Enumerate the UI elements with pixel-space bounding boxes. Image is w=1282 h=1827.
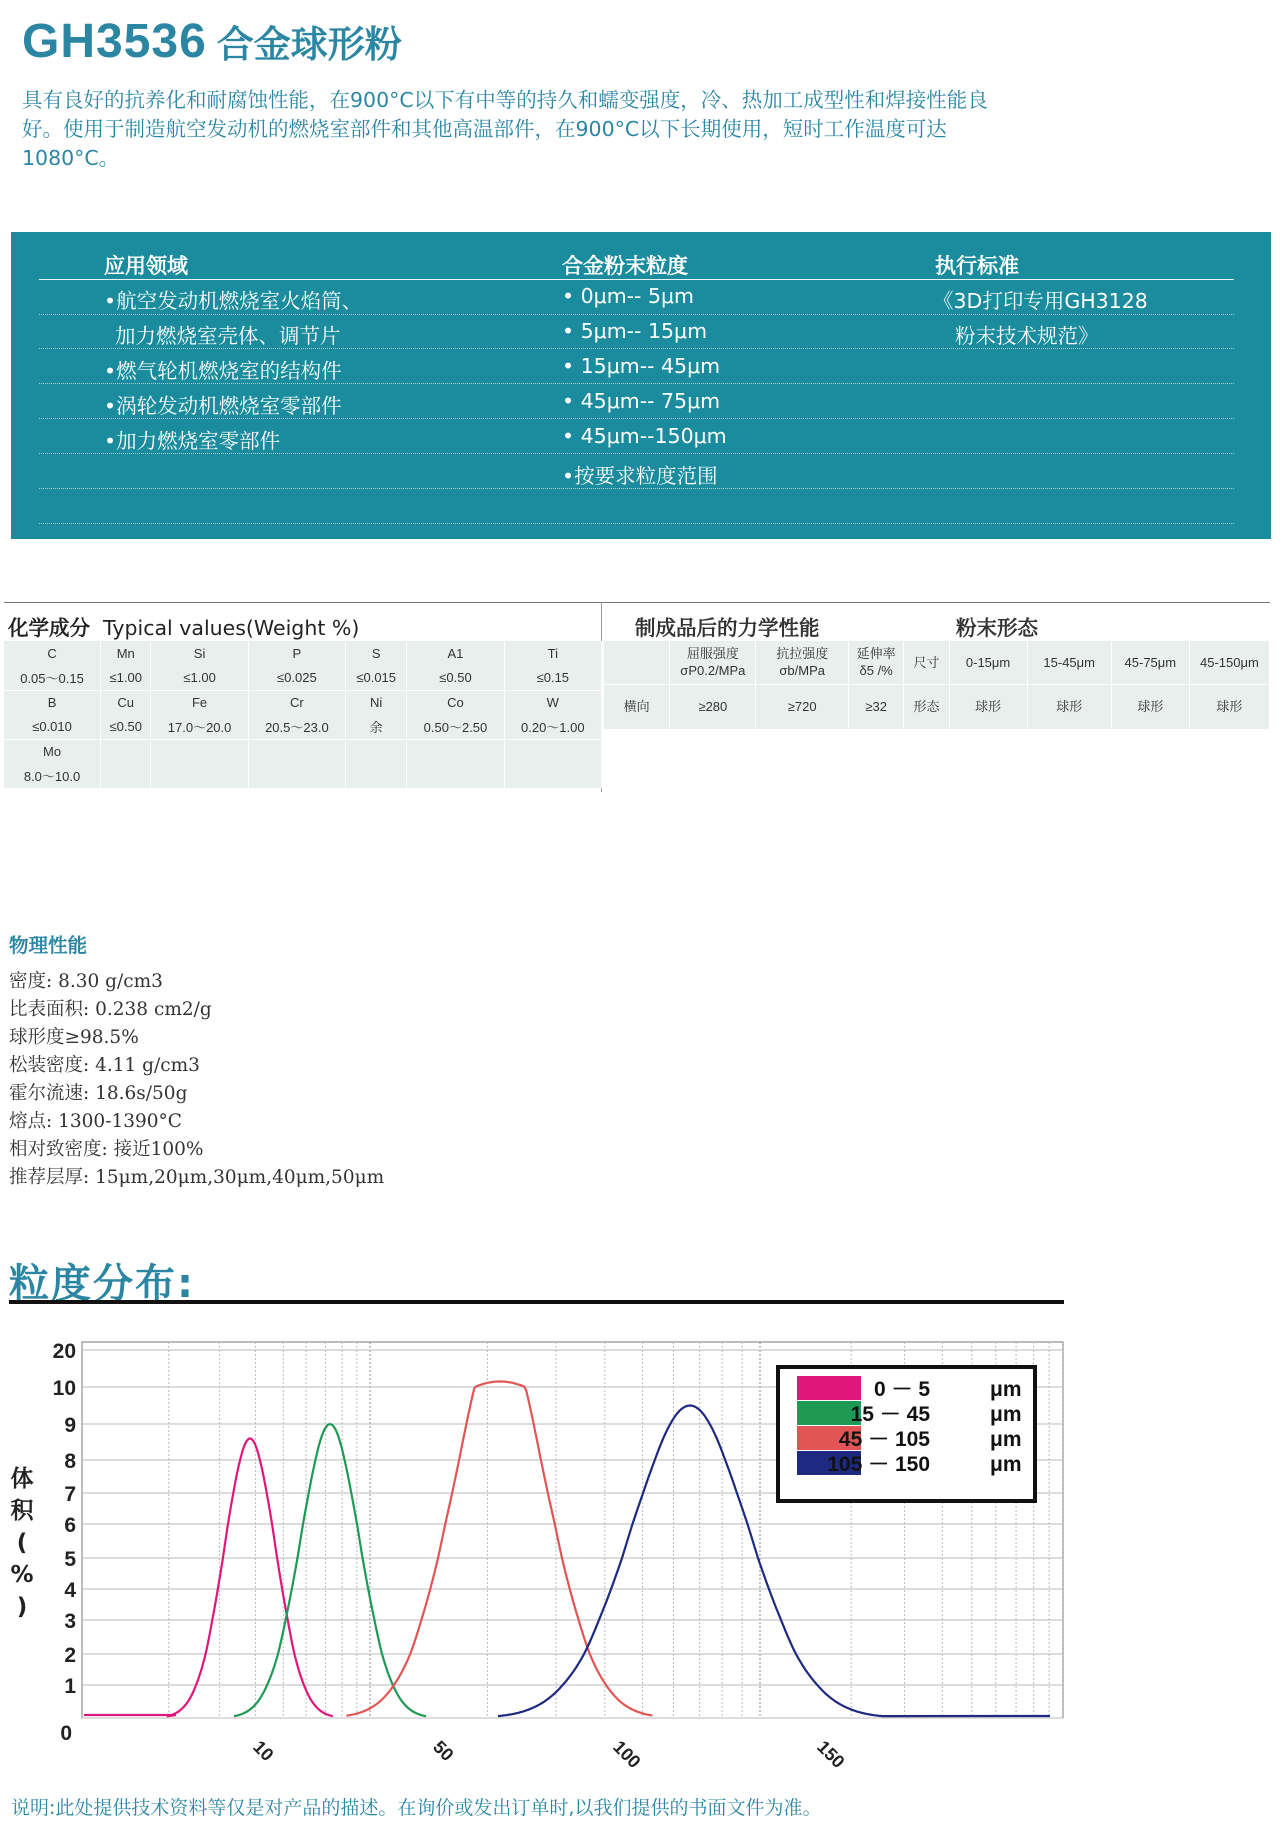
mechanical-table bbox=[604, 641, 1270, 729]
morphology-value: 球形 bbox=[949, 684, 1027, 729]
standard-item: 《3D打印专用GH3128 bbox=[933, 289, 1148, 313]
morphology-title: 粉末形态 bbox=[956, 616, 1038, 640]
physical-item: 熔点: 1300-1390°C bbox=[9, 1111, 182, 1132]
element-label: Cu bbox=[101, 690, 151, 715]
element-value: 8.0～10.0 bbox=[4, 764, 101, 789]
physical-item: 松装密度: 4.11 g/cm3 bbox=[9, 1055, 200, 1076]
element-label: Ni bbox=[346, 690, 407, 715]
morphology-value: 球形 bbox=[1027, 684, 1111, 729]
direction-label: 横向 bbox=[604, 684, 670, 729]
size-range: 45-75μm bbox=[1111, 641, 1189, 684]
y-tick-label: 10 bbox=[52, 1377, 76, 1400]
y-tick-label: 3 bbox=[64, 1610, 76, 1633]
product-code: GH3536 bbox=[22, 15, 207, 68]
application-header: 应用领域 bbox=[104, 254, 188, 278]
legend-label: 15 － 45 bbox=[850, 1403, 930, 1426]
spec-panel bbox=[11, 232, 1271, 539]
element-label: S bbox=[346, 641, 407, 666]
element-label: B bbox=[4, 690, 101, 715]
physical-item: 推荐层厚: 15μm,20μm,30μm,40μm,50μm bbox=[9, 1167, 385, 1188]
element-label: Ti bbox=[504, 641, 601, 666]
tensile-strength-value: ≥720 bbox=[756, 684, 848, 729]
element-label: Co bbox=[407, 690, 504, 715]
y-axis-title-char: 体 bbox=[10, 1466, 34, 1492]
size-header: 合金粉末粒度 bbox=[562, 254, 688, 278]
x-tick-label: 100 bbox=[609, 1736, 645, 1773]
legend-unit: μm bbox=[990, 1378, 1022, 1401]
application-item: •加力燃烧室零部件 bbox=[104, 429, 281, 453]
element-value: ≤0.15 bbox=[504, 666, 601, 691]
legend-swatch bbox=[797, 1376, 861, 1400]
header-divider bbox=[39, 279, 1234, 280]
element-value: ≤0.025 bbox=[248, 666, 345, 691]
mechanical-title: 制成品后的力学性能 bbox=[635, 616, 820, 640]
y-axis-title-char: 积 bbox=[10, 1498, 34, 1524]
element-value: 0.50～2.50 bbox=[407, 715, 504, 740]
physical-list bbox=[9, 968, 384, 1192]
y-tick-label: 7 bbox=[64, 1483, 76, 1506]
x-tick-label: 150 bbox=[813, 1736, 849, 1773]
size-range: 0-15μm bbox=[949, 641, 1027, 684]
application-item: •航空发动机燃烧室火焰筒、 bbox=[104, 289, 363, 313]
product-title bbox=[22, 14, 402, 69]
product-name: 合金球形粉 bbox=[216, 23, 402, 66]
legend-label: 45 － 105 bbox=[838, 1428, 930, 1451]
size-range: 15-45μm bbox=[1027, 641, 1111, 684]
y-tick-label: 9 bbox=[64, 1414, 76, 1437]
application-item: •燃气轮机燃烧室的结构件 bbox=[104, 359, 342, 383]
legend-label: 105 － 150 bbox=[827, 1453, 930, 1476]
element-value: ≤1.00 bbox=[151, 666, 248, 691]
psd-chart bbox=[0, 1318, 1282, 1778]
y-tick-label: 8 bbox=[64, 1450, 76, 1473]
element-label: Mn bbox=[101, 641, 151, 666]
size-item: • 45μm--150μm bbox=[562, 424, 727, 448]
standard-item: 粉末技术规范》 bbox=[955, 324, 1099, 348]
element-value: ≤0.010 bbox=[4, 715, 101, 740]
physical-item: 密度: 8.30 g/cm3 bbox=[9, 971, 163, 992]
physical-item: 相对致密度: 接近100% bbox=[9, 1139, 204, 1160]
morphology-value: 球形 bbox=[1189, 684, 1269, 729]
element-label: Fe bbox=[151, 690, 248, 715]
element-label: Mo bbox=[4, 739, 101, 764]
y-axis-title-char: % bbox=[10, 1562, 34, 1588]
x-tick-label: 10 bbox=[249, 1736, 278, 1765]
element-value: ≤0.015 bbox=[346, 666, 407, 691]
application-item: •涡轮发动机燃烧室零部件 bbox=[104, 394, 342, 418]
element-label: Si bbox=[151, 641, 248, 666]
legend-unit: μm bbox=[990, 1428, 1022, 1451]
y-tick-label: 4 bbox=[64, 1579, 76, 1602]
standard-header: 执行标准 bbox=[935, 254, 1019, 278]
element-value: ≤1.00 bbox=[101, 666, 151, 691]
size-item: • 5μm-- 15μm bbox=[562, 319, 708, 343]
composition-table bbox=[4, 641, 602, 788]
element-value: 0.05～0.15 bbox=[4, 666, 101, 691]
element-value: 17.0～20.0 bbox=[151, 715, 248, 740]
legend-unit: μm bbox=[990, 1453, 1022, 1476]
elongation-value: ≥32 bbox=[848, 684, 903, 729]
yield-strength-header: 屈服强度 σP0.2/MPa bbox=[670, 641, 756, 684]
physical-item: 霍尔流速: 18.6s/50g bbox=[9, 1083, 188, 1104]
row-divider bbox=[39, 314, 1234, 315]
morphology-label: 形态 bbox=[904, 684, 949, 729]
row-divider bbox=[39, 523, 1234, 524]
physical-title: 物理性能 bbox=[9, 934, 88, 957]
y-tick-label: 1 bbox=[64, 1675, 76, 1698]
y-axis-title-char: ) bbox=[16, 1594, 28, 1620]
application-item: 加力燃烧室壳体、调节片 bbox=[115, 324, 341, 348]
y-tick-label: 2 bbox=[64, 1644, 76, 1667]
y-axis-title-char: ( bbox=[16, 1530, 28, 1556]
legend-label: 0 － 5 bbox=[873, 1378, 930, 1401]
disclaimer-note: 说明:此处提供技术资料等仅是对产品的描述。在询价或发出订单时,以我们提供的书面文件为准。 bbox=[11, 1797, 822, 1819]
element-label: C bbox=[4, 641, 101, 666]
element-label: W bbox=[504, 690, 601, 715]
intro-text: 具有良好的抗养化和耐腐蚀性能，在900°C以下有中等的持久和蠕变强度，冷、热加工成型性和焊接性能良好。使用于制造航空发动机的燃烧室部件和其他高温部件，在900°C以下长期使用，短时工作温度可达1080°C。 bbox=[22, 88, 988, 170]
y-tick-label: 20 bbox=[52, 1340, 76, 1363]
psd-rule bbox=[9, 1300, 1064, 1304]
morphology-value: 球形 bbox=[1111, 684, 1189, 729]
y-tick-label: 0 bbox=[60, 1722, 72, 1745]
element-value: ≤0.50 bbox=[101, 715, 151, 740]
element-value: ≤0.50 bbox=[407, 666, 504, 691]
size-item: • 0μm-- 5μm bbox=[562, 284, 695, 308]
psd-title: 粒度分布: bbox=[9, 1261, 195, 1307]
physical-item: 球形度≥98.5% bbox=[9, 1027, 139, 1048]
size-item: •按要求粒度范围 bbox=[562, 464, 718, 488]
y-tick-label: 5 bbox=[64, 1548, 76, 1571]
composition-title: 化学成分 Typical values(Weight %) bbox=[8, 616, 360, 640]
size-label: 尺寸 bbox=[904, 641, 949, 684]
y-tick-label: 6 bbox=[64, 1514, 76, 1537]
element-label: Cr bbox=[248, 690, 345, 715]
composition-header-bar bbox=[4, 602, 1270, 640]
elongation-header: 延伸率 δ5 /% bbox=[848, 641, 903, 684]
element-label: P bbox=[248, 641, 345, 666]
size-range: 45-150μm bbox=[1189, 641, 1269, 684]
size-item: • 45μm-- 75μm bbox=[562, 389, 721, 413]
x-tick-label: 50 bbox=[429, 1736, 458, 1765]
yield-strength-value: ≥280 bbox=[670, 684, 756, 729]
tensile-strength-header: 抗拉强度 σb/MPa bbox=[756, 641, 848, 684]
element-value: 余 bbox=[346, 715, 407, 740]
element-value: 20.5～23.0 bbox=[248, 715, 345, 740]
element-label: A1 bbox=[407, 641, 504, 666]
size-item: • 15μm-- 45μm bbox=[562, 354, 721, 378]
legend-unit: μm bbox=[990, 1403, 1022, 1426]
physical-item: 比表面积: 0.238 cm2/g bbox=[9, 999, 212, 1020]
element-value: 0.20～1.00 bbox=[504, 715, 601, 740]
